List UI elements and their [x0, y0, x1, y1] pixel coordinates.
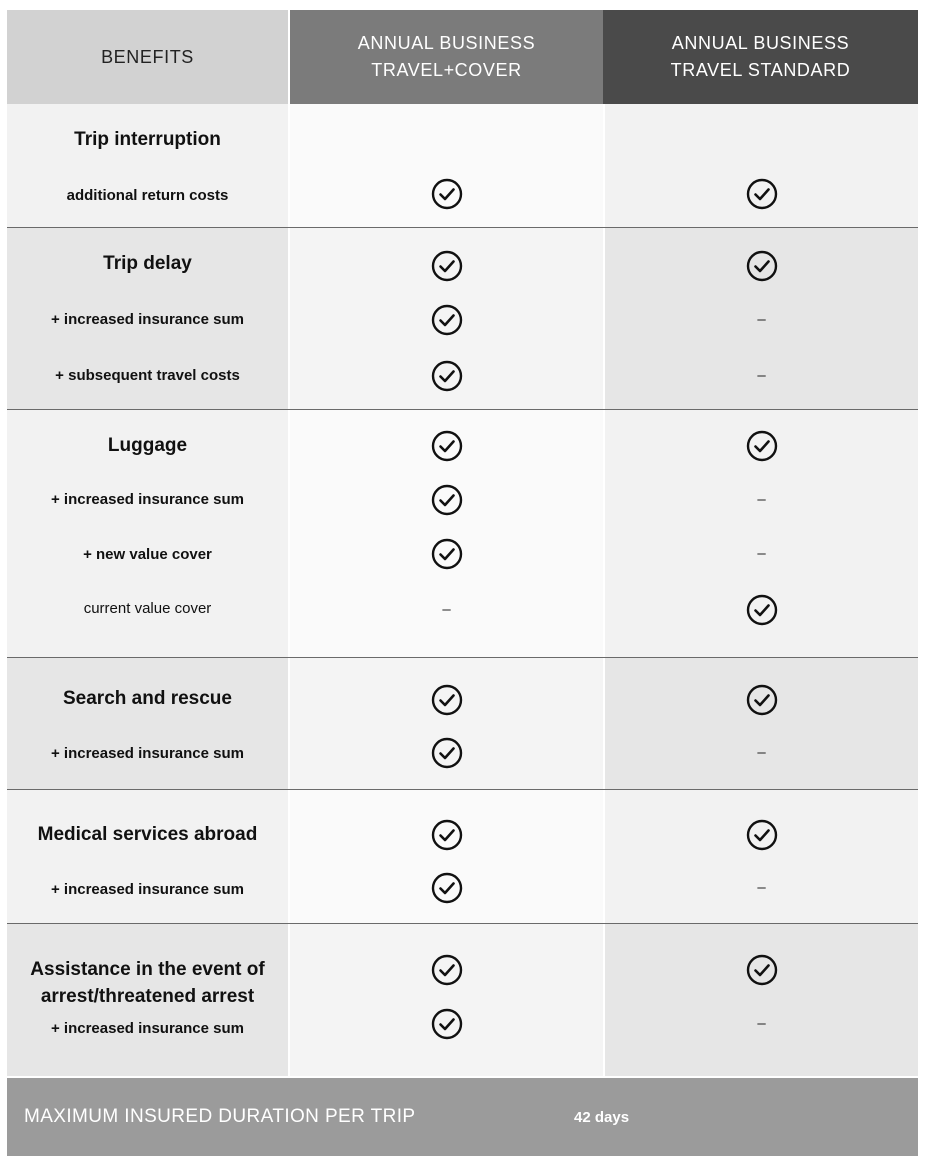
plan-std-value: [605, 360, 918, 385]
check-circle-icon: [746, 819, 778, 851]
header-plan-travel-cover[interactable]: [290, 10, 603, 104]
plan-std-value: [605, 430, 918, 462]
plan-std-value: [605, 1008, 918, 1033]
not-included-dash: –: [757, 879, 766, 896]
row-label: additional return costs: [66, 187, 229, 204]
row-label: + increased insurance sum: [50, 311, 244, 328]
row-label: + increased insurance sum: [50, 1020, 244, 1037]
plan-std-value: [605, 594, 918, 626]
plan-std-value: [605, 684, 918, 716]
check-circle-icon: [431, 250, 463, 282]
plan-plus-value: [290, 819, 603, 851]
check-circle-icon: [746, 594, 778, 626]
section-title: Luggage: [107, 435, 188, 456]
section-title: Medical services abroad: [37, 824, 258, 845]
plan-std-value: [605, 872, 918, 897]
plan-plus-value: [290, 250, 603, 282]
section-title-line2: arrest/threatened arrest: [40, 986, 255, 1007]
check-circle-icon: [431, 684, 463, 716]
row-label: + subsequent travel costs: [55, 367, 240, 384]
not-included-dash: –: [757, 1015, 766, 1032]
section-arrest-assistance: [7, 924, 918, 1076]
not-included-dash: –: [757, 367, 766, 384]
section-search-rescue: [7, 658, 918, 790]
section-title: Trip interruption: [74, 129, 221, 150]
check-circle-icon: [431, 954, 463, 986]
plan-plus-value: [290, 954, 603, 986]
plan-plus-value: [290, 484, 603, 516]
plan-plus-value: [290, 430, 603, 462]
check-circle-icon: [431, 1008, 463, 1040]
row-label: + new value cover: [83, 546, 212, 563]
plan-plus-value: [290, 737, 603, 769]
max-duration-value: 42 days: [574, 1108, 630, 1126]
check-circle-icon: [431, 819, 463, 851]
plan-plus-value: [290, 594, 603, 619]
plan-std-value: [605, 954, 918, 986]
plan-plus-value: [290, 304, 603, 336]
check-circle-icon: [746, 684, 778, 716]
plan-std-title-line2: TRAVEL STANDARD: [670, 60, 851, 80]
row-label: + increased insurance sum: [50, 881, 244, 898]
header-plan-travel-standard[interactable]: [603, 10, 918, 104]
plan-plus-title-line2: TRAVEL+COVER: [371, 60, 522, 80]
plan-plus-title-line1: ANNUAL BUSINESS: [357, 33, 536, 53]
check-circle-icon: [746, 430, 778, 462]
check-circle-icon: [431, 538, 463, 570]
check-circle-icon: [431, 430, 463, 462]
header-benefits: [7, 10, 288, 104]
plan-std-value: [605, 250, 918, 282]
section-luggage: [7, 410, 918, 658]
plan-plus-value: [290, 684, 603, 716]
check-circle-icon: [431, 737, 463, 769]
section-title: Search and rescue: [63, 688, 232, 709]
section-title-line1: Assistance in the event of: [30, 959, 265, 980]
row-label: + increased insurance sum: [50, 745, 244, 762]
check-circle-icon: [746, 250, 778, 282]
not-included-dash: –: [442, 601, 451, 618]
not-included-dash: –: [757, 545, 766, 562]
check-circle-icon: [431, 360, 463, 392]
plan-plus-value: [290, 1008, 603, 1040]
row-label: current value cover: [83, 600, 212, 617]
check-circle-icon: [431, 304, 463, 336]
check-circle-icon: [431, 872, 463, 904]
check-circle-icon: [431, 484, 463, 516]
plan-plus-value: [290, 178, 603, 210]
plan-plus-value: [290, 872, 603, 904]
plan-std-value: [605, 819, 918, 851]
row-label: + increased insurance sum: [50, 491, 244, 508]
check-circle-icon: [746, 954, 778, 986]
check-circle-icon: [746, 178, 778, 210]
benefits-table: [7, 10, 918, 1076]
plan-plus-value: [290, 360, 603, 392]
table-header: [7, 10, 918, 104]
section-trip-delay: [7, 228, 918, 410]
plan-std-value: [605, 538, 918, 563]
plan-std-value: [605, 484, 918, 509]
section-title: [7, 956, 288, 1010]
section-title: Trip delay: [103, 253, 192, 274]
max-duration-label: MAXIMUM INSURED DURATION PER TRIP: [24, 1106, 416, 1127]
plan-std-title-line1: ANNUAL BUSINESS: [671, 33, 850, 53]
plan-std-value: [605, 178, 918, 210]
section-medical: [7, 790, 918, 924]
not-included-dash: –: [757, 491, 766, 508]
not-included-dash: –: [757, 744, 766, 761]
plan-std-value: [605, 304, 918, 329]
check-circle-icon: [431, 178, 463, 210]
section-trip-interruption: [7, 104, 918, 228]
plan-plus-value: [290, 538, 603, 570]
not-included-dash: –: [757, 311, 766, 328]
plan-std-value: [605, 737, 918, 762]
max-duration-footer: [7, 1078, 918, 1156]
header-benefits-label: BENEFITS: [101, 46, 194, 67]
